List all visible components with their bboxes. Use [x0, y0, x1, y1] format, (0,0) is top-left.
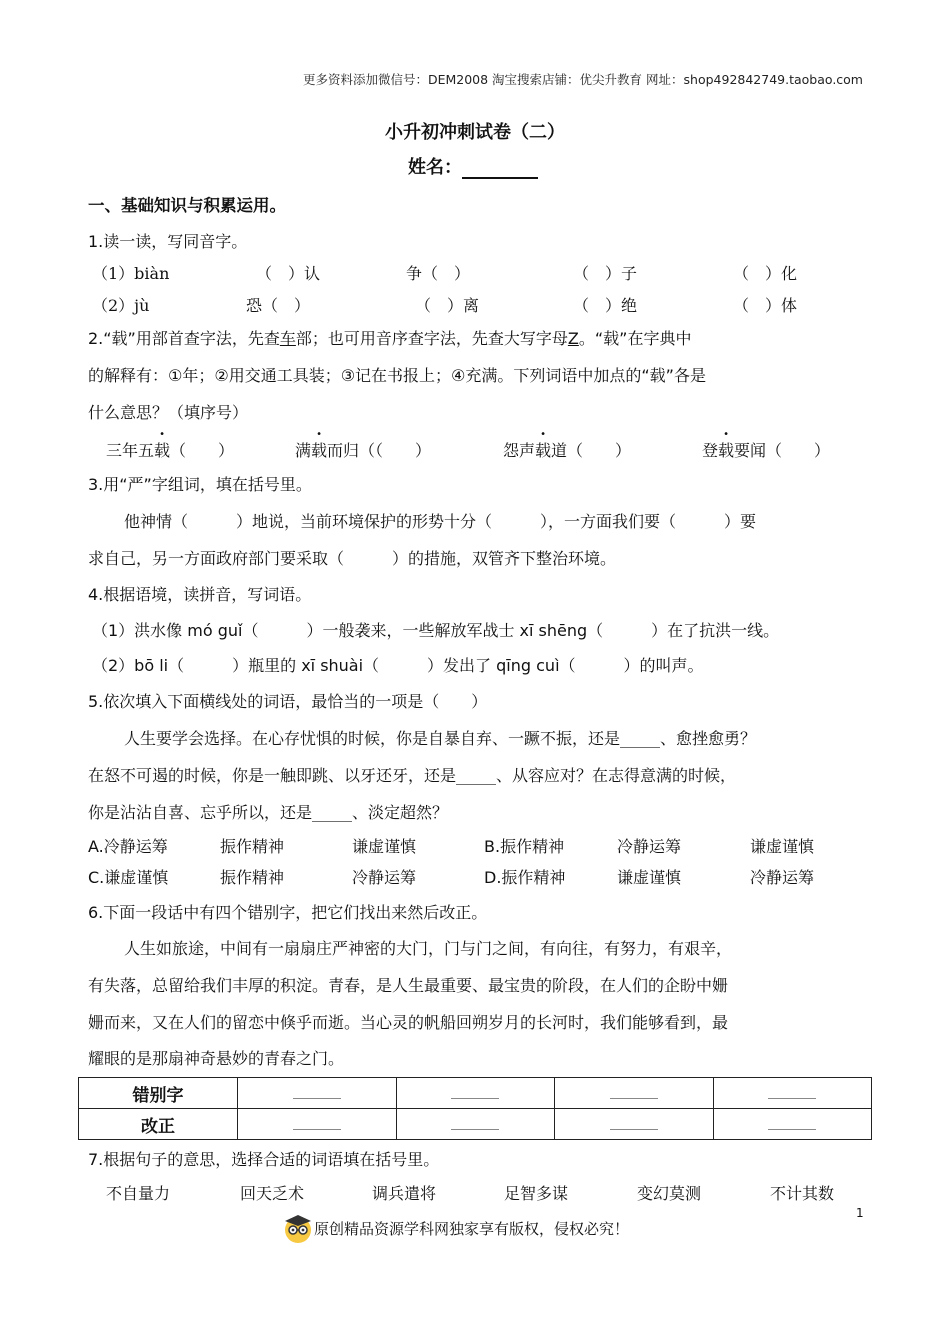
footer-text: 原创精品资源学科网独家享有版权，侵权必究！ [314, 1219, 630, 1238]
table-header-correct: 改正 [79, 1109, 238, 1140]
q5-stem: 5.依次填入下面横线处的词语，最恰当的一项是（ ） [88, 692, 488, 711]
q5-opt-b2: 冷静运筹 [617, 837, 682, 856]
q4-line2: （2）bō li（ ）瓶里的 xī shuài（ ）发出了 qīng cuì（ ）的叫声。 [92, 656, 704, 675]
table-row [79, 1078, 872, 1109]
page-number: 1 [856, 1206, 864, 1220]
q6-stem: 6.下面一段话中有四个错别字，把它们找出来然后改正。 [88, 903, 488, 922]
answer-cell[interactable] [396, 1109, 555, 1140]
correction-table [78, 1077, 872, 1140]
answer-cell[interactable] [238, 1109, 397, 1140]
logo-icon [282, 1212, 314, 1244]
q5-opt-d3: 冷静运筹 [750, 868, 815, 887]
q5-opt-d2: 谦虚谨慎 [617, 868, 682, 887]
q7-word-5: 变幻莫测 [637, 1184, 702, 1203]
q1-r2-c5: （ ）体 [733, 296, 798, 315]
q5-opt-b3: 谦虚谨慎 [750, 837, 815, 856]
q2-item-2: 满载而归（（ ） [295, 441, 432, 460]
q7-word-3: 调兵遣将 [372, 1184, 437, 1203]
section-heading: 一、基础知识与积累运用。 [88, 196, 286, 215]
q7-stem: 7.根据句子的意思，选择合适的词语填在括号里。 [88, 1150, 440, 1169]
q2-item-3: 怨声载道（ ） [503, 441, 632, 460]
q5-opt-a3: 谦虚谨慎 [352, 837, 417, 856]
q5-opt-c3: 冷静运筹 [352, 868, 417, 887]
q5-para3: 你是沾沾自喜、忘乎所以，还是_____、淡定超然？ [88, 803, 449, 822]
page-title: 小升初冲刺试卷（二） [385, 122, 565, 143]
answer-cell[interactable] [396, 1078, 555, 1109]
name-field [408, 153, 538, 179]
q5-para1: 人生要学会选择。在心存忧惧的时候，你是自暴自弃、一蹶不振，还是_____、愈挫愈勇？ [124, 729, 757, 748]
table-row [79, 1109, 872, 1140]
q1-r2-c3: （ ）离 [415, 296, 480, 315]
q7-word-1: 不自量力 [106, 1184, 171, 1203]
answer-cell[interactable] [713, 1078, 872, 1109]
footer [282, 1212, 629, 1244]
name-blank [462, 159, 538, 179]
q5-opt-c2: 振作精神 [220, 868, 285, 887]
q6-para3: 姗而来，又在人们的留恋中倏乎而逝。当心灵的帆船回朔岁月的长河时，我们能够看到，最 [88, 1013, 729, 1032]
q5-para2: 在怒不可遏的时候，你是一触即跳、以牙还牙，还是_____、从容应对？在志得意满的时候， [88, 766, 737, 785]
q6-para4: 耀眼的是那扇神奇悬妙的青春之门。 [88, 1049, 345, 1068]
q5-opt-a2: 振作精神 [220, 837, 285, 856]
page-header: 更多资料添加微信号：DEM2008 淘宝搜索店铺：优尖升教育 网址：shop492842749.taobao.com [302, 72, 863, 87]
q7-word-2: 回天乏术 [240, 1184, 305, 1203]
q1-r2-c2: 恐（ ） [246, 296, 311, 315]
q1-r2-c1: （2）jù [92, 296, 150, 315]
q2-item-4: 登载要闻（ ） [702, 441, 831, 460]
q1-r1-c1: （1）biàn [92, 264, 170, 283]
name-label: 姓名： [408, 157, 462, 178]
q2-line2: 的解释有：①年；②用交通工具装；③记在书报上；④充满。下列词语中加点的“载”各是 [88, 366, 706, 385]
q3-line1: 他神情（ ）地说，当前环境保护的形势十分（ ），一方面我们要（ ）要 [124, 512, 757, 531]
q1-r1-c4: （ ）子 [573, 264, 638, 283]
answer-cell[interactable] [555, 1109, 714, 1140]
table-header-wrong: 错别字 [79, 1078, 238, 1109]
q6-para1: 人生如旅途，中间有一扇扇庄严神密的大门，门与门之间，有向往，有努力，有艰辛， [124, 939, 733, 958]
q1-r1-c2: （ ）认 [256, 264, 321, 283]
q1-stem: 1.读一读，写同音字。 [88, 232, 248, 251]
q7-word-6: 不计其数 [770, 1184, 835, 1203]
q7-word-4: 足智多谋 [504, 1184, 569, 1203]
q4-line1: （1）洪水像 mó guǐ（ ）一般袭来，一些解放军战士 xī shēng（ ）在了抗洪一线。 [92, 621, 780, 640]
q3-line2: 求自己，另一方面政府部门要采取（ ）的措施，双管齐下整治环境。 [88, 549, 617, 568]
q2-line1: 2.“载”用部首查字法，先查车部；也可用音序查字法，先查大写字母Z。“载”在字典中 [88, 329, 692, 348]
q6-para2: 有失落，总留给我们丰厚的积淀。青春，是人生最重要、最宝贵的阶段，在人们的企盼中姗 [88, 976, 729, 995]
q5-opt-b: B.振作精神 [484, 837, 565, 856]
q1-r1-c5: （ ）化 [733, 264, 798, 283]
answer-cell[interactable] [555, 1078, 714, 1109]
q2-item-1: 三年五载（ ） [106, 441, 235, 460]
q2-line3: 什么意思？（填序号） [88, 403, 249, 422]
q1-r2-c4: （ ）绝 [573, 296, 638, 315]
answer-cell[interactable] [238, 1078, 397, 1109]
q4-stem: 4.根据语境，读拼音，写词语。 [88, 585, 312, 604]
q3-stem: 3.用“严”字组词，填在括号里。 [88, 475, 312, 494]
answer-cell[interactable] [713, 1109, 872, 1140]
q5-opt-d: D.振作精神 [484, 868, 566, 887]
q5-opt-a: A.冷静运筹 [88, 837, 168, 856]
q5-opt-c: C.谦虚谨慎 [88, 868, 169, 887]
q1-r1-c3: 争（ ） [406, 264, 471, 283]
